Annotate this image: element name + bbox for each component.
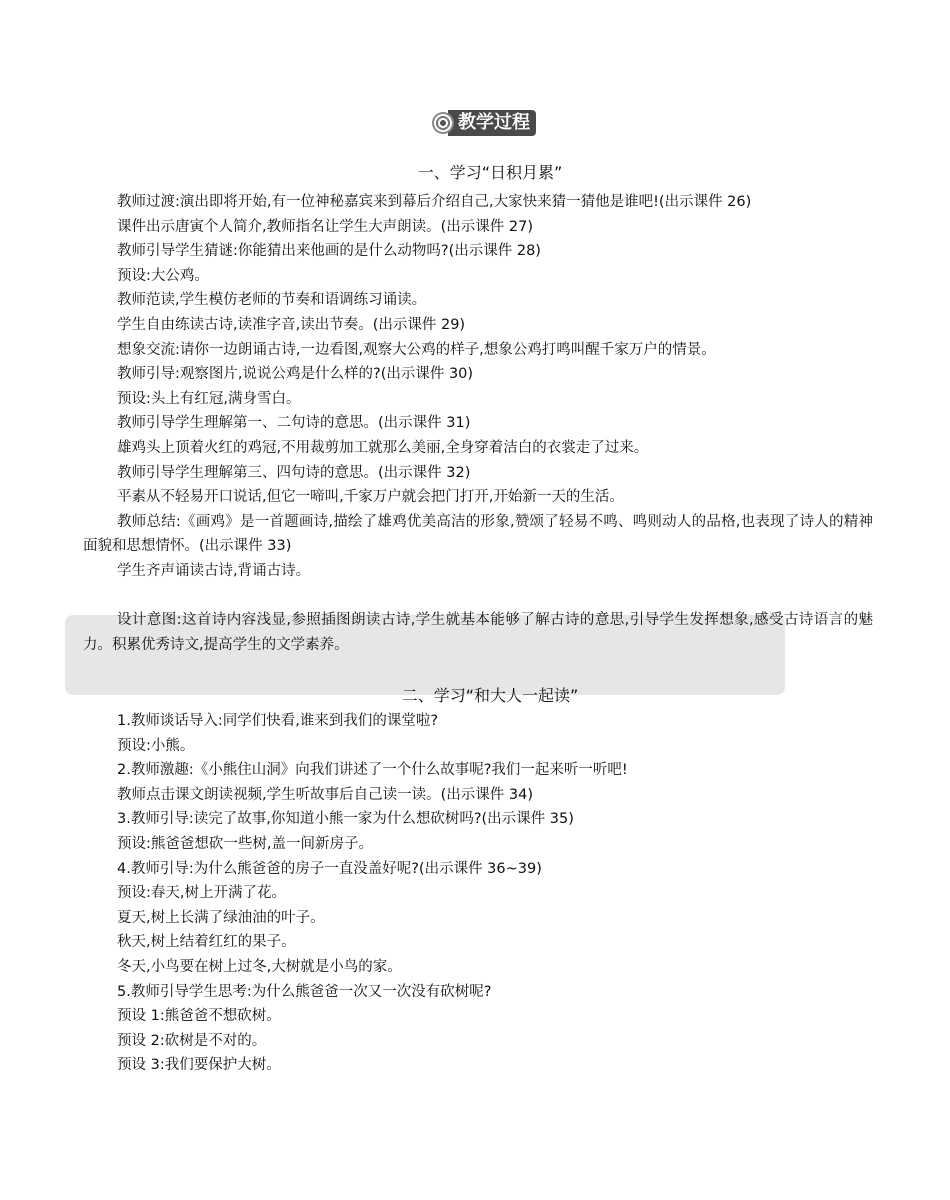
paragraph-line: 雄鸡头上顶着火红的鸡冠,不用裁剪加工就那么美丽,全身穿着洁白的衣裳走了过来。 xyxy=(117,439,649,456)
target-icon xyxy=(432,112,454,134)
paragraph-line: 教师引导:观察图片,说说公鸡是什么样的?(出示课件 30) xyxy=(117,366,474,383)
section2-body xyxy=(83,709,873,1078)
paragraph-line: 预设 1:熊爸爸不想砍树。 xyxy=(117,1008,281,1025)
paragraph-line: 秋天,树上结着红红的果子。 xyxy=(117,934,296,951)
paragraph-line: 平素从不轻易开口说话,但它一啼叫,千家万户就会把门打开,开始新一天的生活。 xyxy=(117,489,624,506)
paragraph-line: 教师引导学生理解第一、二句诗的意思。(出示课件 31) xyxy=(117,415,471,432)
paragraph-line: 2.教师激趣:《小熊住山洞》向我们讲述了一个什么故事呢?我们一起来听一听吧! xyxy=(117,762,628,779)
paragraph-line: 课件出示唐寅个人简介,教师指名让学生大声朗读。(出示课件 27) xyxy=(117,218,533,235)
design-intent xyxy=(83,608,873,657)
paragraph-line: 1.教师谈话导入:同学们快看,谁来到我们的课堂啦? xyxy=(117,713,439,729)
design-intent-text: 设计意图:这首诗内容浅显,参照插图朗读古诗,学生就基本能够了解古诗的意思,引导学生发挥想象,感受古诗语言的魅力。积累优秀诗文,提高学生的文学素养。 xyxy=(83,612,873,653)
paragraph-line: 预设:熊爸爸想砍一些树,盖一间新房子。 xyxy=(117,835,373,852)
paragraph-line: 3.教师引导:读完了故事,你知道小熊一家为什么想砍树吗?(出示课件 35) xyxy=(117,811,574,828)
badge-title: 教学过程 xyxy=(448,110,536,136)
paragraph-line: 学生自由练读古诗,读准字音,读出节奏。(出示课件 29) xyxy=(117,316,466,333)
paragraph-line: 教师引导学生猜谜:你能猜出来他画的是什么动物吗?(出示课件 28) xyxy=(117,243,541,260)
paragraph-line: 学生齐声诵读古诗,背诵古诗。 xyxy=(117,562,311,579)
paragraph-line: 教师点击课文朗读视频,学生听故事后自己读一读。(出示课件 34) xyxy=(117,786,533,803)
paragraph-line: 5.教师引导学生思考:为什么熊爸爸一次又一次没有砍树呢? xyxy=(117,983,492,1000)
paragraph-line: 教师范读,学生模仿老师的节奏和语调练习诵读。 xyxy=(117,292,427,309)
paragraph-line: 冬天,小鸟要在树上过冬,大树就是小鸟的家。 xyxy=(117,958,402,975)
paragraph-line: 预设 2:砍树是不对的。 xyxy=(117,1032,267,1049)
paragraph-line: 夏天,树上长满了绿油油的叶子。 xyxy=(117,909,325,926)
paragraph-line: 预设:头上有红冠,满身雪白。 xyxy=(117,390,301,407)
paragraph-line: 教师过渡:演出即将开始,有一位神秘嘉宾来到幕后介绍自己,大家快来猜一猜他是谁吧!(出示课件 26) xyxy=(117,194,752,210)
paragraph-line: 想象交流:请你一边朗诵古诗,一边看图,观察大公鸡的样子,想象公鸡打鸣叫醒千家万户的情景。 xyxy=(117,341,716,358)
paragraph-line: 预设:小熊。 xyxy=(117,737,195,754)
paragraph-line: 教师总结:《画鸡》是一首题画诗,描绘了雄鸡优美高洁的形象,赞颂了轻易不鸣、鸣则动人的品格,也表现了诗人的精神面貌和思想情怀。(出示课件 33) xyxy=(83,513,873,555)
paragraph-line: 预设:春天,树上开满了花。 xyxy=(117,885,286,902)
paragraph-line: 预设:大公鸡。 xyxy=(117,267,209,284)
paragraph-line: 教师引导学生理解第三、四句诗的意思。(出示课件 32) xyxy=(117,464,471,481)
section2-heading: 二、学习“和大人一起读” xyxy=(401,686,579,705)
section1-body xyxy=(83,190,873,584)
section-badge xyxy=(432,110,536,136)
paragraph-line: 预设 3:我们要保护大树。 xyxy=(117,1057,281,1074)
paragraph-line: 4.教师引导:为什么熊爸爸的房子一直没盖好呢?(出示课件 36~39) xyxy=(117,860,542,877)
section1-heading: 一、学习“日积月累” xyxy=(417,163,563,182)
